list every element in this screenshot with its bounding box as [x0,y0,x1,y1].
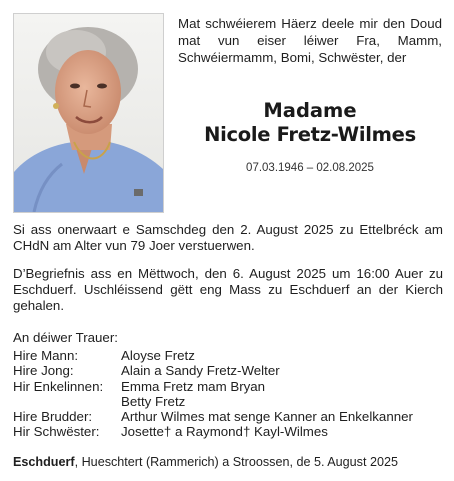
mourner-names: Alain a Sandy Fretz-Welter [121,363,280,379]
place-name: Eschduerf [13,455,75,469]
mourner-names: Arthur Wilmes mat senge Kanner an Enkelkanner [121,409,413,425]
mourner-row [13,409,443,424]
mourners-list [13,348,443,440]
mourner-relation: Hir Schwëster: [13,424,100,440]
mourners-heading: An déiwer Trauer: [13,330,118,345]
name-title: Madame [263,99,357,122]
mourner-relation: Hire Mann: [13,348,79,363]
mourner-row [13,394,443,409]
mourner-names: Emma Fretz mam Bryan [121,378,266,394]
portrait-photo [13,13,164,213]
life-dates: 07.03.1946 – 02.08.2025 [246,162,374,174]
place-and-date-line [13,455,443,469]
funeral-paragraph: D’Begriefnis ass en Mëttwoch, den 6. August 2025 um 16:00 Auer zu Eschduerf. Uschléissend gëtt eng Mass zu Eschduerf an der Kierch gehalen. [13,266,443,313]
mourner-names: Aloyse Fretz [121,348,195,363]
mourner-names: Betty Fretz [121,393,186,409]
mourner-names: Josette† a Raymond† Kayl-Wilmes [121,424,328,440]
mourner-relation [13,394,121,409]
mourner-relation: Hire Jong: [13,363,74,379]
mourner-row [13,363,443,378]
deceased-name: Nicole Fretz-Wilmes [204,123,416,146]
mourner-row [13,379,443,394]
death-notice-paragraph: Si ass onerwaart e Samschdeg den 2. August 2025 zu Ettelbréck am CHdN am Alter vun 79 Joer verstuerwen. [13,222,443,253]
place-date-text: , Hueschtert (Rammerich) a Stroossen, de 5. August 2025 [74,455,398,469]
mourner-relation: Hire Brudder: [13,409,93,425]
mourner-row [13,348,443,363]
mourner-row [13,424,443,439]
intro-text: Mat schwéierem Häerz deele mir den Doud mat vun eiser léiwer Fra, Mamm, Schwéiermamm, Bomi, Schwëster, der [178,16,442,65]
mourner-relation: Hir Enkelinnen: [13,378,104,394]
deceased-name-block [178,99,442,174]
